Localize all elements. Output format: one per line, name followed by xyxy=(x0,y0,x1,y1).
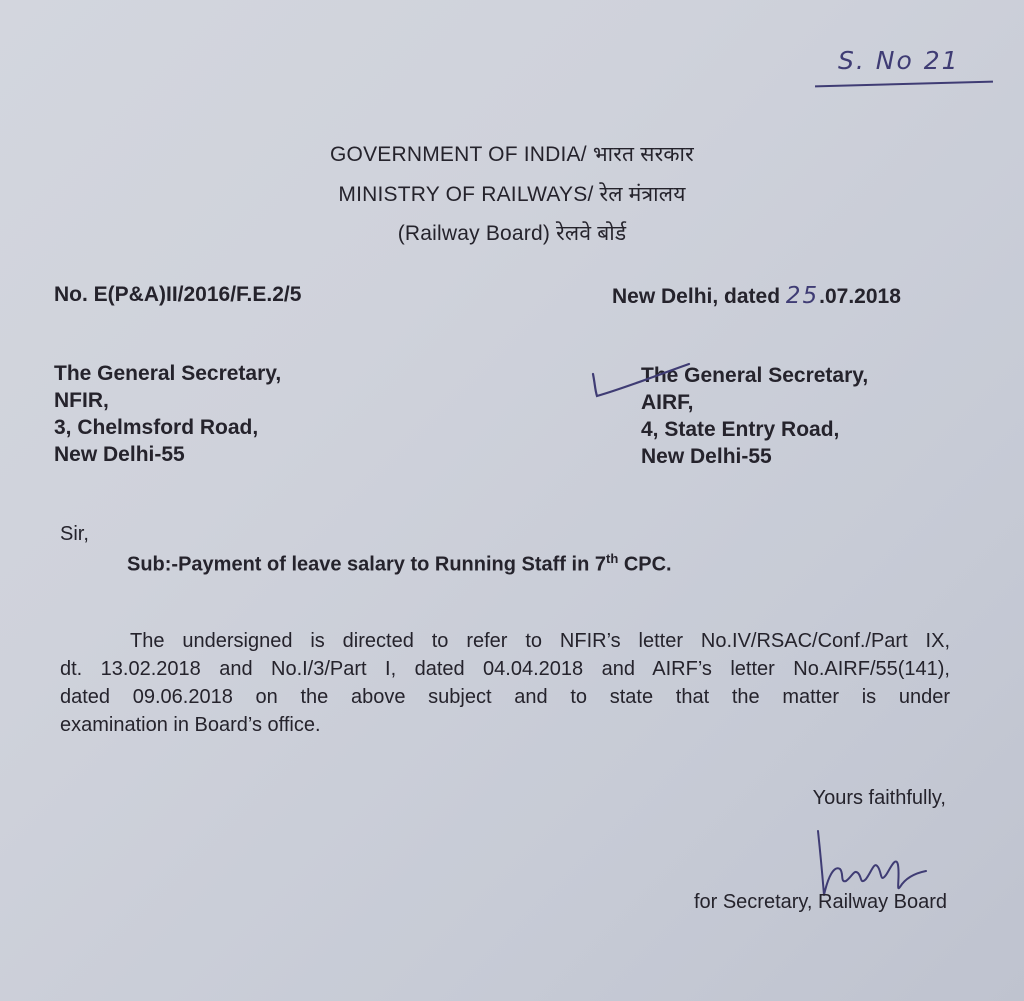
addressee-airf-line: AIRF, xyxy=(641,391,694,414)
closing: Yours faithfully, xyxy=(812,787,946,809)
body-line: dated 09.06.2018 on the above subject and to state that the matter is under xyxy=(60,686,950,708)
tick-mark-icon xyxy=(585,358,695,408)
body-line: The undersigned is directed to refer to NFIR’s letter No.IV/RSAC/Conf./Part IX, xyxy=(130,630,950,652)
subject-suffix: CPC. xyxy=(618,553,672,576)
addressee-nfir xyxy=(54,360,281,468)
subject-superscript: th xyxy=(605,551,619,566)
serial-note-underline xyxy=(815,81,993,88)
date-prefix: New Delhi, dated xyxy=(612,285,781,308)
letter-date xyxy=(612,283,901,309)
signature-block: for Secretary, Railway Board xyxy=(693,891,947,913)
subject-prefix: Sub:-Payment of leave salary to Running Staff in 7 xyxy=(127,553,606,576)
addressee-nfir-line: 3, Chelmsford Road, xyxy=(54,416,259,439)
salutation: Sir, xyxy=(60,523,89,545)
date-suffix: .07.2018 xyxy=(819,285,901,308)
reference-number: No. E(P&A)II/2016/F.E.2/5 xyxy=(54,283,302,306)
serial-note: S. No 21 xyxy=(838,46,960,75)
header-line-3: (Railway Board) रेलवे बोर्ड xyxy=(397,222,627,245)
body-line: examination in Board’s office. xyxy=(60,714,321,736)
date-handwritten: 25 xyxy=(785,283,820,309)
addressee-airf-line: New Delhi-55 xyxy=(641,445,772,468)
header-line-2: MINISTRY OF RAILWAYS/ रेल मंत्रालय xyxy=(338,183,686,206)
body-paragraph xyxy=(60,627,950,739)
body-line: dt. 13.02.2018 and No.I/3/Part I, dated 04.04.2018 and AIRF’s letter No.AIRF/55(141), xyxy=(60,658,950,680)
addressee-airf-line: The General Secretary, xyxy=(641,364,869,387)
addressee-nfir-line: The General Secretary, xyxy=(54,362,282,385)
addressee-nfir-line: New Delhi-55 xyxy=(54,443,185,466)
addressee-nfir-line: NFIR, xyxy=(54,389,109,412)
subject-line xyxy=(127,551,672,577)
addressee-airf-line: 4, State Entry Road, xyxy=(641,418,840,441)
header-line-1: GOVERNMENT OF INDIA/ भारत सरकार xyxy=(330,143,694,166)
